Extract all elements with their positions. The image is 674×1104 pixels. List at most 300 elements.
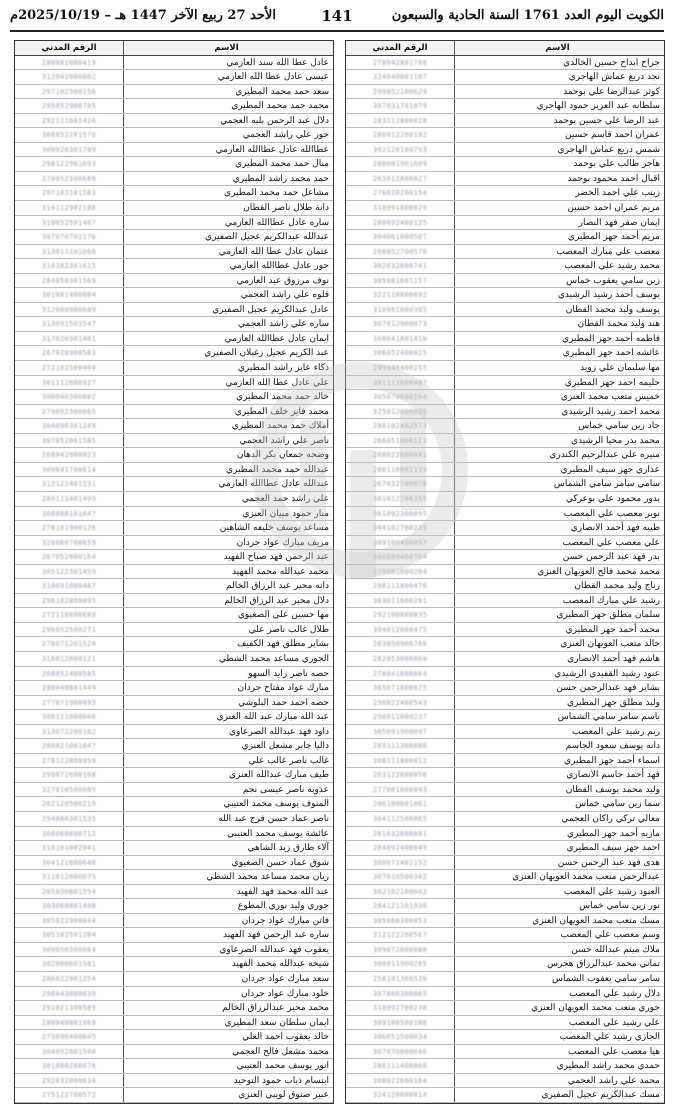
civil-id-blurred: 305091900097 [372, 727, 428, 736]
person-name: مريم أحمد جهز المطيري [454, 230, 664, 244]
table-row [15, 725, 333, 740]
person-name: عبد الله مبارك عبد الله العنزي [123, 710, 333, 724]
table-row [346, 376, 664, 391]
table-row [346, 1001, 664, 1016]
table-row [346, 128, 664, 143]
table-row [15, 812, 333, 827]
civil-id-blurred: 268042000023 [41, 451, 97, 460]
person-name: وليد محمد يوسف القطان [454, 783, 664, 797]
civil-id-blurred: 278101900126 [41, 524, 97, 533]
table-row [15, 1088, 333, 1103]
person-name: نجد دريع عماش الهاجري [454, 70, 664, 84]
table-row [346, 332, 664, 347]
table-row [15, 201, 333, 216]
civil-id-blurred: 281032600081 [372, 829, 428, 838]
person-name: سلطانه عبد العزيز حمود الهاجري [454, 99, 664, 113]
table-row [15, 405, 333, 420]
table-row [346, 725, 664, 740]
civil-id-blurred: 299040400255 [372, 364, 428, 373]
person-name: يوسف وليد محمد القطان [454, 303, 664, 317]
civil-id-blurred: 280040801069 [41, 1018, 97, 1027]
person-name: علي عادل عطا الله العازمي [123, 376, 333, 390]
person-name: سلمان مطلق جهز المطيري [454, 608, 664, 622]
table-row [346, 245, 664, 260]
person-name: مشاعل حمد محمد المطيري [123, 186, 333, 200]
page-header [10, 6, 664, 28]
table-row [346, 987, 664, 1002]
table-row [15, 288, 333, 303]
civil-id-blurred: 286012200182 [372, 131, 428, 140]
person-name: علي رشيد علي المعصب [454, 1016, 664, 1030]
table-row [15, 957, 333, 972]
civil-id-blurred: 310091000487 [41, 582, 97, 591]
person-name: عبد الرحمن فهد صباح الفهيد [123, 550, 333, 564]
table-row [15, 99, 333, 114]
person-name: دلال عبد الرحمن بليه العجمي [123, 114, 333, 128]
table-row [346, 259, 664, 274]
table-row [346, 1045, 664, 1060]
civil-id-blurred: 312060900689 [41, 305, 97, 314]
person-name: بدر فهد عبد الرحمن حسن [454, 550, 664, 564]
table-row [15, 303, 333, 318]
table-row [346, 943, 664, 958]
civil-id-blurred: 304052801544 [41, 1047, 97, 1056]
civil-id-blurred: 296052500271 [41, 625, 97, 634]
civil-id-blurred: 280040801449 [41, 684, 97, 693]
person-name: عبدالله حمد محمد المطيري [123, 463, 333, 477]
table-row [346, 143, 664, 158]
table-row [346, 463, 664, 478]
person-name: أملاك حمد محمد المطيري [123, 419, 333, 433]
person-name: شمس دريع عماش الهاجري [454, 143, 664, 157]
table-row [15, 696, 333, 711]
civil-id-blurred: 291021300589 [41, 1004, 97, 1013]
table-row [346, 899, 664, 914]
table-row [15, 245, 333, 260]
header-divider [10, 30, 664, 32]
table-row [346, 957, 664, 972]
civil-id-blurred: 299052100629 [372, 87, 428, 96]
table-row [346, 739, 664, 754]
person-name: دانه يوسف سعود الجاسم [454, 739, 664, 753]
civil-id-blurred: 300040300882 [41, 393, 97, 402]
table-row [346, 667, 664, 682]
civil-id-blurred: 267052800164 [41, 553, 97, 562]
person-name: ايمان سلطان سعد المطيري [123, 1016, 333, 1030]
person-name: هاجر طالب علي بوحمد [454, 157, 664, 171]
civil-id-blurred: 277071900093 [41, 698, 97, 707]
table-row [15, 972, 333, 987]
person-name: الجازي رشيد علي المعصب [454, 1030, 664, 1044]
table-row [346, 361, 664, 376]
civil-id-blurred: 307070800046 [372, 1047, 428, 1056]
table-row [346, 114, 664, 129]
table-row [15, 754, 333, 769]
table-row [346, 230, 664, 245]
person-name: ملاك ميثم عبدالله حسن [454, 943, 664, 957]
civil-id-blurred: 304121800648 [41, 858, 97, 867]
civil-id-blurred: 284121101936 [372, 902, 428, 911]
table-row [15, 70, 333, 85]
person-name: عطاالله عادل عطاالله العازمي [123, 143, 333, 157]
civil-id-blurred: 307031701079 [372, 102, 428, 111]
table-row [15, 565, 333, 580]
person-name: هند وليد محمد القطان [454, 317, 664, 331]
name-column-header: الاسم [454, 41, 664, 55]
civil-id-blurred: 305102501284 [41, 931, 97, 940]
civil-id-blurred: 283050900786 [372, 640, 428, 649]
table-row [15, 259, 333, 274]
person-name: انور يوسف محمد العتيبي [123, 1059, 333, 1073]
civil-id-blurred: 284050301569 [41, 276, 97, 285]
civil-id-blurred: 313011101066 [41, 247, 97, 256]
civil-id-blurred: 322110800692 [372, 291, 428, 300]
table-row [15, 637, 333, 652]
person-name: محمد أحمد جهز المطيري [454, 623, 664, 637]
civil-id-blurred: 306052201576 [41, 131, 97, 140]
person-name: علي راشد حمد العجمي [123, 492, 333, 506]
person-name: عادل عطا الله سند العازمي [123, 56, 333, 70]
right-column-table [345, 40, 665, 1104]
table-row [346, 1074, 664, 1089]
civil-id-blurred: 278041600064 [372, 669, 428, 678]
person-name: رناج وليد محمد القطان [454, 579, 664, 593]
table-row [346, 157, 664, 172]
table-row [346, 797, 664, 812]
civil-id-blurred: 301080200076 [41, 1062, 97, 1071]
table-row [15, 274, 333, 289]
person-name: زين سامي يعقوب خماس [454, 274, 664, 288]
table-row [346, 1016, 664, 1031]
table-row [15, 521, 333, 536]
person-name: العنود رشيد علي المعصب [454, 885, 664, 899]
person-name: محمد رشيد علي المعصب [454, 259, 664, 273]
civil-id-blurred: 302080601581 [41, 960, 97, 969]
person-name: حصه احمد حمد البلوشي [123, 696, 333, 710]
table-row [346, 623, 664, 638]
person-name: عبد الله محمد فهد الفهيد [123, 885, 333, 899]
civil-id-blurred: 273090400845 [41, 1033, 97, 1042]
table-row [346, 70, 664, 85]
table-row [346, 172, 664, 187]
civil-id-blurred: 304102700235 [372, 524, 428, 533]
civil-id-blurred: 307010500342 [372, 873, 428, 882]
civil-id-blurred: 309041700614 [41, 465, 97, 474]
person-name: آلاء طارق زيد الشاهي [123, 841, 333, 855]
table-row [346, 390, 664, 405]
person-name: عيسى عادل عطا الله العازمي [123, 70, 333, 84]
civil-id-blurred: 310052501467 [41, 218, 97, 227]
table-row [346, 186, 664, 201]
civil-id-blurred: 298111800476 [372, 582, 428, 591]
table-row [15, 899, 333, 914]
person-name: ابتسام ذياب حمود التوحيد [123, 1074, 333, 1088]
table-row [15, 434, 333, 449]
person-name: مازيه أحمد جهز المطيري [454, 827, 664, 841]
person-name: خالد يعقوب احمد العلي [123, 1030, 333, 1044]
table-row [346, 870, 664, 885]
civil-id-blurred: 305122301459 [41, 567, 97, 576]
person-name: بدور محمود علي بوعركي [454, 492, 664, 506]
person-name: جوري وليد نوري المطوع [123, 899, 333, 913]
civil-id-blurred: 307052001585 [41, 436, 97, 445]
civil-id-blurred: 309100400057 [372, 538, 428, 547]
table-row [346, 303, 664, 318]
person-name: فاطمه أحمد جهز المطيري [454, 332, 664, 346]
table-row [346, 536, 664, 551]
civil-id-blurred: 309050300084 [41, 945, 97, 954]
person-name: زينب علي احمد الخضر [454, 186, 664, 200]
table-row [15, 85, 333, 100]
person-name: خلود مبارك عواد جردان [123, 987, 333, 1001]
table-row [346, 696, 664, 711]
civil-id-blurred: 317020301481 [41, 334, 97, 343]
table-row [15, 507, 333, 522]
civil-id-blurred: 296022400543 [372, 698, 428, 707]
person-name: ريان محمد مساعد محمد الشطي [123, 870, 333, 884]
civil-id-blurred: 303060801498 [41, 902, 97, 911]
person-name: تماني محمد عبدالرزاق هجرس [454, 957, 664, 971]
table-row [15, 885, 333, 900]
person-name: شوق عماد حسن الصغيوي [123, 856, 333, 870]
table-row [15, 739, 333, 754]
civil-id-blurred: 305060300053 [372, 916, 428, 925]
table-row [346, 1059, 664, 1074]
civil-id-blurred: 308022600164 [372, 1076, 428, 1085]
civil-id-blurred: 302120100793 [372, 145, 428, 154]
person-name: محمد حمد محمد المطيري [123, 99, 333, 113]
table-row [15, 114, 333, 129]
civil-id-blurred: 266051800123 [372, 436, 428, 445]
civil-id-blurred: 304090301249 [41, 422, 97, 431]
civil-id-blurred: 270052300689 [41, 174, 97, 183]
civil-id-blurred: 280111401499 [41, 494, 97, 503]
person-name: اسماء أحمد جهز المطيري [454, 754, 664, 768]
person-name: نور زين سامي خماس [454, 899, 664, 913]
civil-id-blurred: 279052300085 [41, 407, 97, 416]
left-column-rows [15, 56, 333, 1103]
civil-id-blurred: 305070600164 [372, 393, 428, 402]
person-name: احمد جهز سيف المطيري [454, 841, 664, 855]
civil-id-blurred: 285030801554 [41, 887, 97, 896]
civil-id-blurred: 275122700572 [41, 1091, 97, 1100]
civil-id-blurred: 264092400049 [372, 844, 428, 853]
table-row [15, 608, 333, 623]
person-name: الجوري مساعد محمد الشطي [123, 652, 333, 666]
person-name: طيبه فهد أحمد الانصاري [454, 521, 664, 535]
table-row [15, 827, 333, 842]
table-row [15, 710, 333, 725]
civil-id-blurred: 278071201524 [41, 640, 97, 649]
table-row [346, 608, 664, 623]
civil-id-blurred: 292032000634 [41, 1076, 97, 1085]
person-name: اقبال احمد محمود بوحمد [454, 172, 664, 186]
table-row [15, 914, 333, 929]
civil-id-blurred: 312122200567 [372, 931, 428, 940]
person-name: مها سليمان علي زويد [454, 361, 664, 375]
table-row [346, 274, 664, 289]
table-row [15, 841, 333, 856]
left-column-table [14, 40, 334, 1104]
person-name: عنود رشيد القفيدي الرشيدي [454, 667, 664, 681]
table-row [346, 972, 664, 987]
person-name: ساره عبد الرحمن فهد الفهيد [123, 928, 333, 942]
table-row [346, 681, 664, 696]
person-name: خميس متعب محمد العنزي [454, 390, 664, 404]
civil-id-blurred: 267032700078 [372, 480, 428, 489]
table-row [346, 637, 664, 652]
civil-id-blurred: 286100601861 [372, 800, 428, 809]
table-row [15, 652, 333, 667]
civil-id-blurred: 286022901254 [41, 975, 97, 983]
table-row [15, 768, 333, 783]
table-row [15, 448, 333, 463]
table-row [15, 390, 333, 405]
civil-id-blurred: 301081400084 [41, 291, 97, 300]
table-row [15, 1016, 333, 1031]
person-name: ايمان صقر فهد النصار [454, 216, 664, 230]
table-row [15, 317, 333, 332]
person-name: محمد فايز خلف المطيري [123, 405, 333, 419]
person-name: مريف مبارك عواد جردان [123, 536, 333, 550]
person-name: عمران احمد قاسم حسين [454, 128, 664, 142]
table-row [15, 797, 333, 812]
civil-id-blurred: 289111300086 [372, 742, 428, 751]
table-row [346, 521, 664, 536]
civil-id-blurred: 280081000419 [41, 58, 97, 67]
person-name: شيخه عبدالله محمد الفهيد [123, 957, 333, 971]
civil-id-blurred: 298102800095 [41, 596, 97, 605]
person-name: مسك متعب محمد العويهان العنزي [454, 914, 664, 928]
civil-id-blurred: 288110801119 [372, 465, 428, 474]
person-name: كوثر عبدالرضا علي بوحمد [454, 85, 664, 99]
table-row [15, 128, 333, 143]
person-name: فلوه علي راشد العجمي [123, 288, 333, 302]
civil-id-blurred: 282053000068 [372, 654, 428, 663]
civil-id-blurred: 308060600712 [41, 829, 97, 838]
person-name: وسم معصب علي المعصب [454, 928, 664, 942]
person-name: دلال محير عبد الرزاق الخالم [123, 594, 333, 608]
person-name: طيف مبارك عبدالله العنزي [123, 768, 333, 782]
table-row [346, 710, 664, 725]
civil-id-blurred: 307070701176 [41, 233, 97, 242]
table-row [346, 201, 664, 216]
civil-id-blurred: 309100500186 [372, 1018, 428, 1027]
table-row [346, 594, 664, 609]
person-name: وضحه جمعان بكر الدهان [123, 448, 333, 462]
table-row [15, 492, 333, 507]
table-row [346, 841, 664, 856]
table-row [346, 783, 664, 798]
person-name: محمد احمد رشيد الرشيدي [454, 405, 664, 419]
person-name: عائشة يوسف محمد العتيبي [123, 827, 333, 841]
civil-id-blurred: 306051500034 [372, 1033, 428, 1042]
person-name: مها حسين علي الصغيوي [123, 608, 333, 622]
civil-id-blurred: 307060300065 [372, 989, 428, 998]
civil-id-blurred: 304112500065 [372, 814, 428, 823]
civil-id-blurred: 310092700238 [372, 1004, 428, 1013]
table-row [346, 1030, 664, 1045]
person-name: بشاير فهد عبدالرحمن حسن [454, 681, 664, 695]
table-row [346, 827, 664, 842]
person-name: داليا جابر مشعل العنزي [123, 739, 333, 753]
civil-id-blurred: 288102402573 [372, 422, 428, 431]
table-row [346, 856, 664, 871]
person-name: ناصر علي راشد العجمي [123, 434, 333, 448]
civil-id-blurred: 258101300520 [372, 975, 428, 983]
table-row [346, 346, 664, 361]
person-name: عبد الكريم عجيل زغيلان الصفيري [123, 346, 333, 360]
civil-id-blurred: 311012800075 [41, 873, 97, 882]
civil-id-blurred: 298011000237 [372, 713, 428, 722]
person-name: حمد محمد راشد المطيري [123, 172, 333, 186]
civil-id-blurred: 302032600741 [372, 262, 428, 271]
person-name: منال حمد محمد المطيري [123, 157, 333, 171]
person-name: هدى فهد عبد الرحمن حسن [454, 856, 664, 870]
person-name: وليد مطلق جهز المطيري [454, 696, 664, 710]
civil-id-blurred: 308080101647 [41, 509, 97, 518]
civil-id-blurred: 304061000587 [372, 233, 428, 242]
civil-id-blurred: 267020900583 [41, 349, 97, 358]
person-name: ايمان عادل عطاالله العازمي [123, 332, 333, 346]
civil-id-blurred: 294080301535 [41, 814, 97, 823]
civil-id-blurred: 268022600041 [372, 451, 428, 460]
civil-id-blurred: 314112902186 [41, 204, 97, 213]
civil-id-blurred: 288081901689 [372, 160, 428, 169]
civil-id-blurred: 268052700578 [372, 247, 428, 256]
person-name: عبير صنوق لويبي العنزي [123, 1088, 333, 1102]
person-name: دانه محير عبد الرزاق الخالم [123, 579, 333, 593]
person-name: منيره علي عبدالرحيم الكندري [454, 448, 664, 462]
person-name: حليمه احمد جهز المطيري [454, 376, 664, 390]
person-name: محمد عبدالله محمد الفهيد [123, 565, 333, 579]
table-row [346, 928, 664, 943]
person-name: ساره عادل عطاالله العازمي [123, 216, 333, 230]
civil-id-blurred: 280021001047 [41, 742, 97, 751]
civil-id-blurred: 286111400060 [372, 1062, 428, 1071]
table-row [15, 550, 333, 565]
table-row [15, 56, 333, 71]
civil-id-blurred: 272102500404 [41, 364, 97, 373]
person-name: عائشه احمد جهز المطيري [454, 346, 664, 360]
table-row [346, 754, 664, 769]
civil-id-blurred: 320060700659 [41, 538, 97, 547]
table-row [15, 346, 333, 361]
table-row [346, 288, 664, 303]
civil-id-blurred: 302102100042 [372, 887, 428, 896]
civil-id-blurred: 279081000284 [372, 567, 428, 576]
civil-id-column-header: الرقم المدني [372, 43, 428, 53]
civil-id-blurred: 318012800121 [41, 654, 97, 663]
civil-id-blurred: 309072800088 [372, 945, 428, 954]
person-name: المنوف يوسف محمد العتيبي [123, 797, 333, 811]
person-name: عبدالله عبدالكريم عجيل الصفيري [123, 230, 333, 244]
table-row [15, 928, 333, 943]
person-name: سامر سامي يعقوب الشماس [454, 972, 664, 986]
person-name: محمد محمد فالح العويهان العنزي [454, 565, 664, 579]
person-name: محمد مشعل فالح العجمي [123, 1045, 333, 1059]
person-name: عادل عبدالكريم عجيل الصفيري [123, 303, 333, 317]
person-name: فاتن مبارك عواد جردان [123, 914, 333, 928]
person-name: سعد مبارك عواد جردان [123, 972, 333, 986]
person-name: حمدي محمد راشد المطيري [454, 1059, 664, 1073]
civil-id-blurred: 278122800959 [41, 756, 97, 765]
civil-id-blurred: 297103101583 [41, 189, 97, 198]
table-row [346, 56, 664, 71]
table-row [15, 1059, 333, 1074]
table-row [346, 317, 664, 332]
civil-id-blurred: 308111800012 [372, 756, 428, 765]
